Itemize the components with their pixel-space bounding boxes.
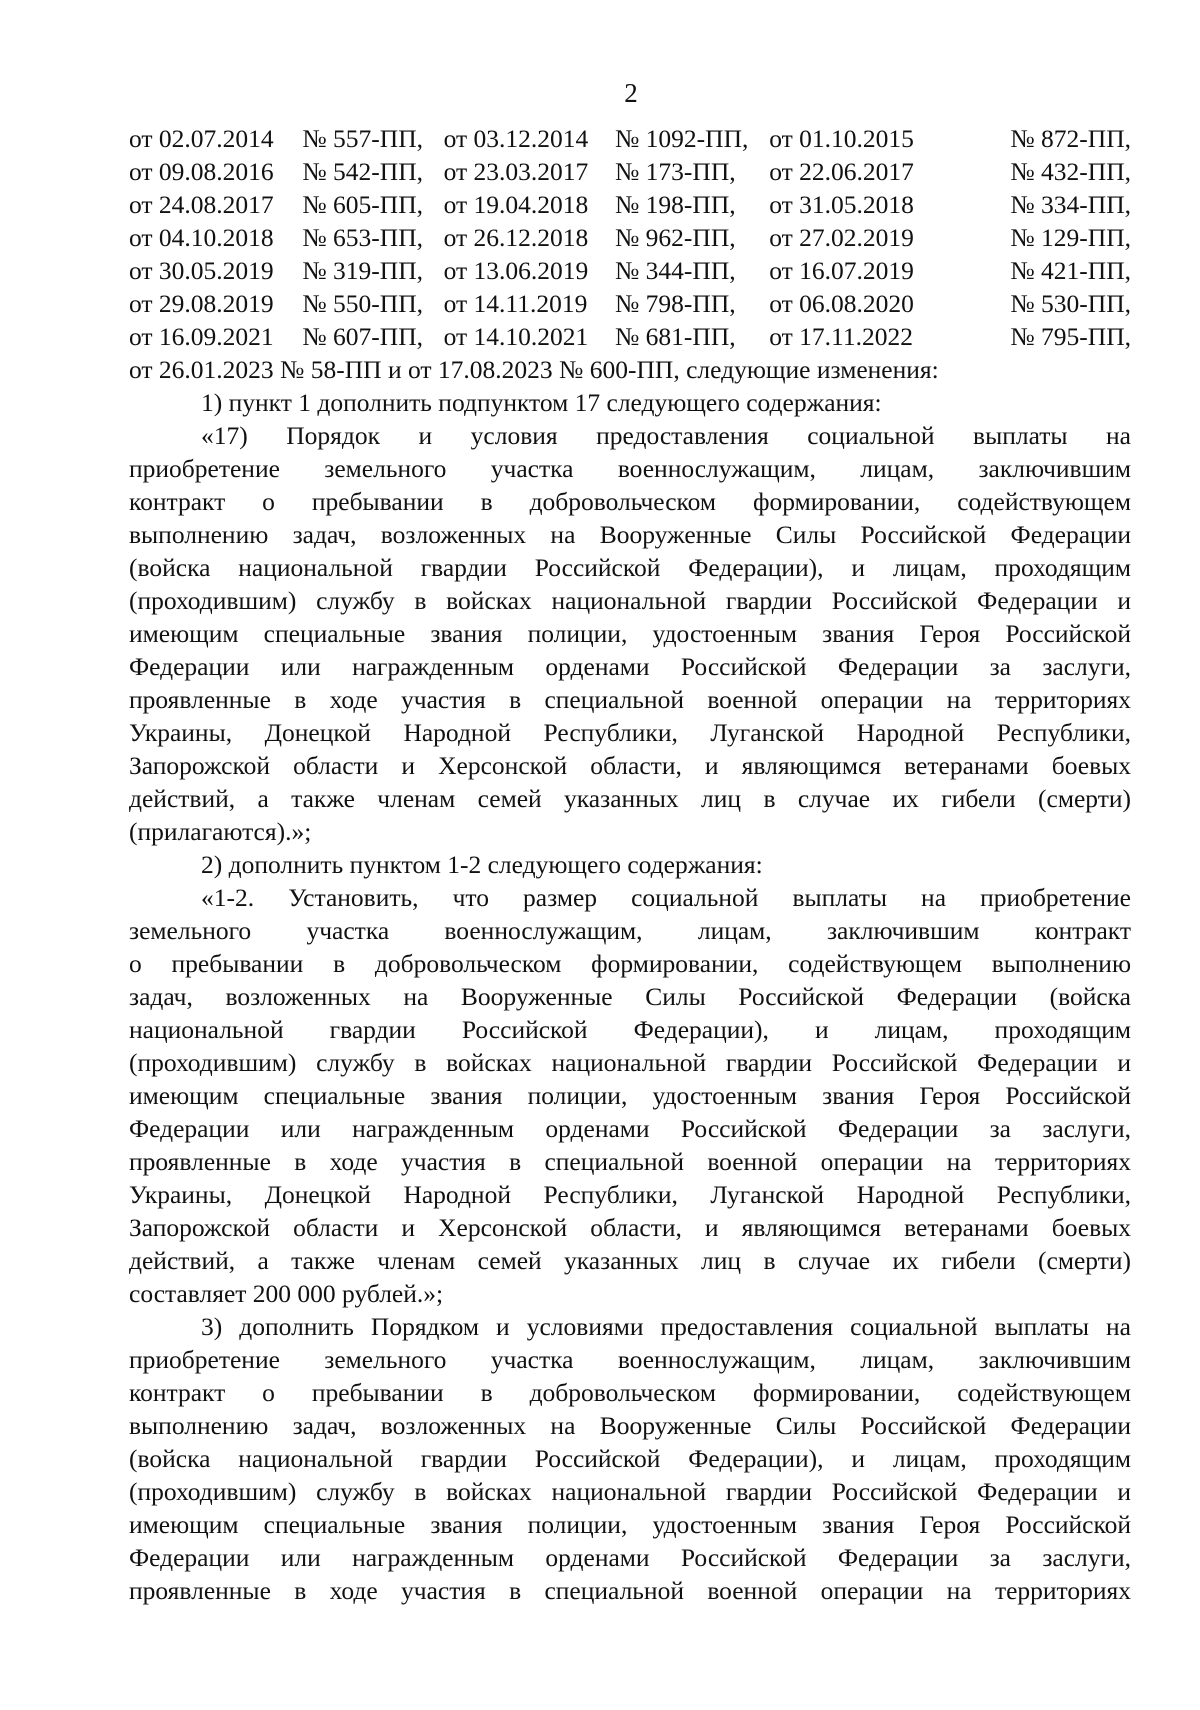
reference-number: № 198-ПП, xyxy=(614,190,736,219)
text-line: (войска национальной гвардии Российской Федерации), и лицам, проходящим xyxy=(129,553,1131,582)
reference-number: № 798-ПП, xyxy=(614,289,736,318)
reference-number: № 129-ПП, xyxy=(1010,223,1131,252)
reference-number: № 421-ПП, xyxy=(1010,256,1131,285)
reference-row xyxy=(129,155,1131,188)
reference-number: № 173-ПП, xyxy=(614,157,736,186)
text-line: (проходившим) службу в войсках национальной гвардии Российской Федерации и xyxy=(129,1048,1131,1077)
text-line: (прилагаются).»; xyxy=(129,817,312,846)
reference-number: № 344-ПП, xyxy=(614,256,736,285)
text-line: проявленные в ходе участия в специальной военной операции на территориях xyxy=(129,1147,1131,1176)
reference-row xyxy=(129,254,1131,287)
text-line: Украины, Донецкой Народной Республики, Луганской Народной Республики, xyxy=(129,718,1131,747)
text-line: имеющим специальные звания полиции, удостоенным звания Героя Российской xyxy=(129,1510,1131,1539)
text-line: земельного участка военнослужащим, лицам, заключившим контракт xyxy=(129,916,1131,945)
reference-date: от 02.07.2014 xyxy=(129,124,274,153)
reference-number: № 1092-ПП, xyxy=(614,124,749,153)
text-line: имеющим специальные звания полиции, удостоенным звания Героя Российской xyxy=(129,619,1131,648)
reference-date: от 14.10.2021 xyxy=(443,322,589,351)
reference-date: от 09.08.2016 xyxy=(129,157,274,186)
reference-date: от 27.02.2019 xyxy=(769,223,914,252)
reference-number: № 962-ПП, xyxy=(614,223,736,252)
text-line: (войска национальной гвардии Российской Федерации), и лицам, проходящим xyxy=(129,1444,1131,1473)
reference-number: № 319-ПП, xyxy=(302,256,423,285)
reference-number: № 872-ПП, xyxy=(1010,124,1131,153)
reference-row xyxy=(129,188,1131,221)
text-line: выполнению задач, возложенных на Вооруженные Силы Российской Федерации xyxy=(129,1411,1131,1440)
text-line: составляет 200 000 рублей.»; xyxy=(129,1279,444,1308)
text-line: Федерации или награжденным орденами Российской Федерации за заслуги, xyxy=(129,652,1131,681)
text-line: контракт о пребывании в добровольческом формировании, содействующем xyxy=(129,487,1131,516)
text-line: Запорожской области и Херсонской области, и являющимся ветеранами боевых xyxy=(129,1213,1131,1242)
reference-date: от 16.07.2019 xyxy=(769,256,914,285)
reference-number: № 681-ПП, xyxy=(614,322,736,351)
text-line: задач, возложенных на Вооруженные Силы Российской Федерации (войска xyxy=(129,982,1131,1011)
text-line: контракт о пребывании в добровольческом формировании, содействующем xyxy=(129,1378,1131,1407)
amendment-references-table xyxy=(129,122,1131,353)
text-line: Запорожской области и Херсонской области, и являющимся ветеранами боевых xyxy=(129,751,1131,780)
reference-row xyxy=(129,221,1131,254)
text-line: действий, а также членам семей указанных лиц в случае их гибели (смерти) xyxy=(129,784,1131,813)
text-line: 2) дополнить пунктом 1-2 следующего содержания: xyxy=(201,850,763,879)
reference-number: № 557-ПП, xyxy=(302,124,423,153)
reference-number: № 605-ПП, xyxy=(302,190,423,219)
reference-date: от 26.12.2018 xyxy=(443,223,589,252)
text-line: Украины, Донецкой Народной Республики, Луганской Народной Республики, xyxy=(129,1180,1131,1209)
text-line: Федерации или награжденным орденами Российской Федерации за заслуги, xyxy=(129,1543,1131,1572)
reference-date: от 22.06.2017 xyxy=(769,157,914,186)
text-line: (проходившим) службу в войсках национальной гвардии Российской Федерации и xyxy=(129,1477,1131,1506)
reference-date: от 03.12.2014 xyxy=(443,124,589,153)
text-line: выполнению задач, возложенных на Вооруженные Силы Российской Федерации xyxy=(129,520,1131,549)
reference-date: от 13.06.2019 xyxy=(443,256,589,285)
text-line: 1) пункт 1 дополнить подпунктом 17 следующего содержания: xyxy=(201,388,882,417)
reference-date: от 30.05.2019 xyxy=(129,256,274,285)
reference-number: № 653-ПП, xyxy=(302,223,423,252)
text-line: проявленные в ходе участия в специальной военной операции на территориях xyxy=(129,685,1131,714)
text-line: приобретение земельного участка военнослужащим, лицам, заключившим xyxy=(129,454,1131,483)
reference-date: от 16.09.2021 xyxy=(129,322,274,351)
text-line: «17) Порядок и условия предоставления социальной выплаты на xyxy=(201,421,1131,450)
text-line: о пребывании в добровольческом формировании, содействующем выполнению xyxy=(129,949,1131,978)
text-line: «1-2. Установить, что размер социальной выплаты на приобретение xyxy=(201,883,1131,912)
reference-date: от 29.08.2019 xyxy=(129,289,274,318)
reference-number: № 542-ПП, xyxy=(302,157,423,186)
reference-date: от 24.08.2017 xyxy=(129,190,274,219)
reference-row xyxy=(129,320,1131,353)
text-line: приобретение земельного участка военнослужащим, лицам, заключившим xyxy=(129,1345,1131,1374)
text-line: (проходившим) службу в войсках национальной гвардии Российской Федерации и xyxy=(129,586,1131,615)
reference-date: от 19.04.2018 xyxy=(443,190,589,219)
reference-row xyxy=(129,287,1131,320)
reference-number: № 795-ПП, xyxy=(1010,322,1131,351)
text-line: национальной гвардии Российской Федерации), и лицам, проходящим xyxy=(129,1015,1131,1044)
text-line: действий, а также членам семей указанных лиц в случае их гибели (смерти) xyxy=(129,1246,1131,1275)
document-body xyxy=(129,122,1131,1607)
text-line: Федерации или награжденным орденами Российской Федерации за заслуги, xyxy=(129,1114,1131,1143)
reference-number: № 550-ПП, xyxy=(302,289,423,318)
reference-number: № 530-ПП, xyxy=(1010,289,1131,318)
reference-date: от 06.08.2020 xyxy=(769,289,914,318)
reference-date: от 14.11.2019 xyxy=(443,289,588,318)
text-line: проявленные в ходе участия в специальной военной операции на территориях xyxy=(129,1576,1131,1605)
reference-date: от 01.10.2015 xyxy=(769,124,914,153)
page-number: 2 xyxy=(624,78,638,108)
text-line: имеющим специальные звания полиции, удостоенным звания Героя Российской xyxy=(129,1081,1131,1110)
reference-date: от 17.11.2022 xyxy=(769,322,913,351)
reference-date: от 23.03.2017 xyxy=(443,157,589,186)
reference-row xyxy=(129,122,1131,155)
reference-date: от 31.05.2018 xyxy=(769,190,914,219)
document-text xyxy=(129,353,1131,1607)
text-line: 3) дополнить Порядком и условиями предоставления социальной выплаты на xyxy=(201,1312,1131,1341)
reference-number: № 432-ПП, xyxy=(1010,157,1131,186)
reference-number: № 334-ПП, xyxy=(1010,190,1131,219)
text-line: от 26.01.2023 № 58-ПП и от 17.08.2023 № 600-ПП, следующие изменения: xyxy=(129,355,939,384)
reference-date: от 04.10.2018 xyxy=(129,223,274,252)
reference-number: № 607-ПП, xyxy=(302,322,423,351)
